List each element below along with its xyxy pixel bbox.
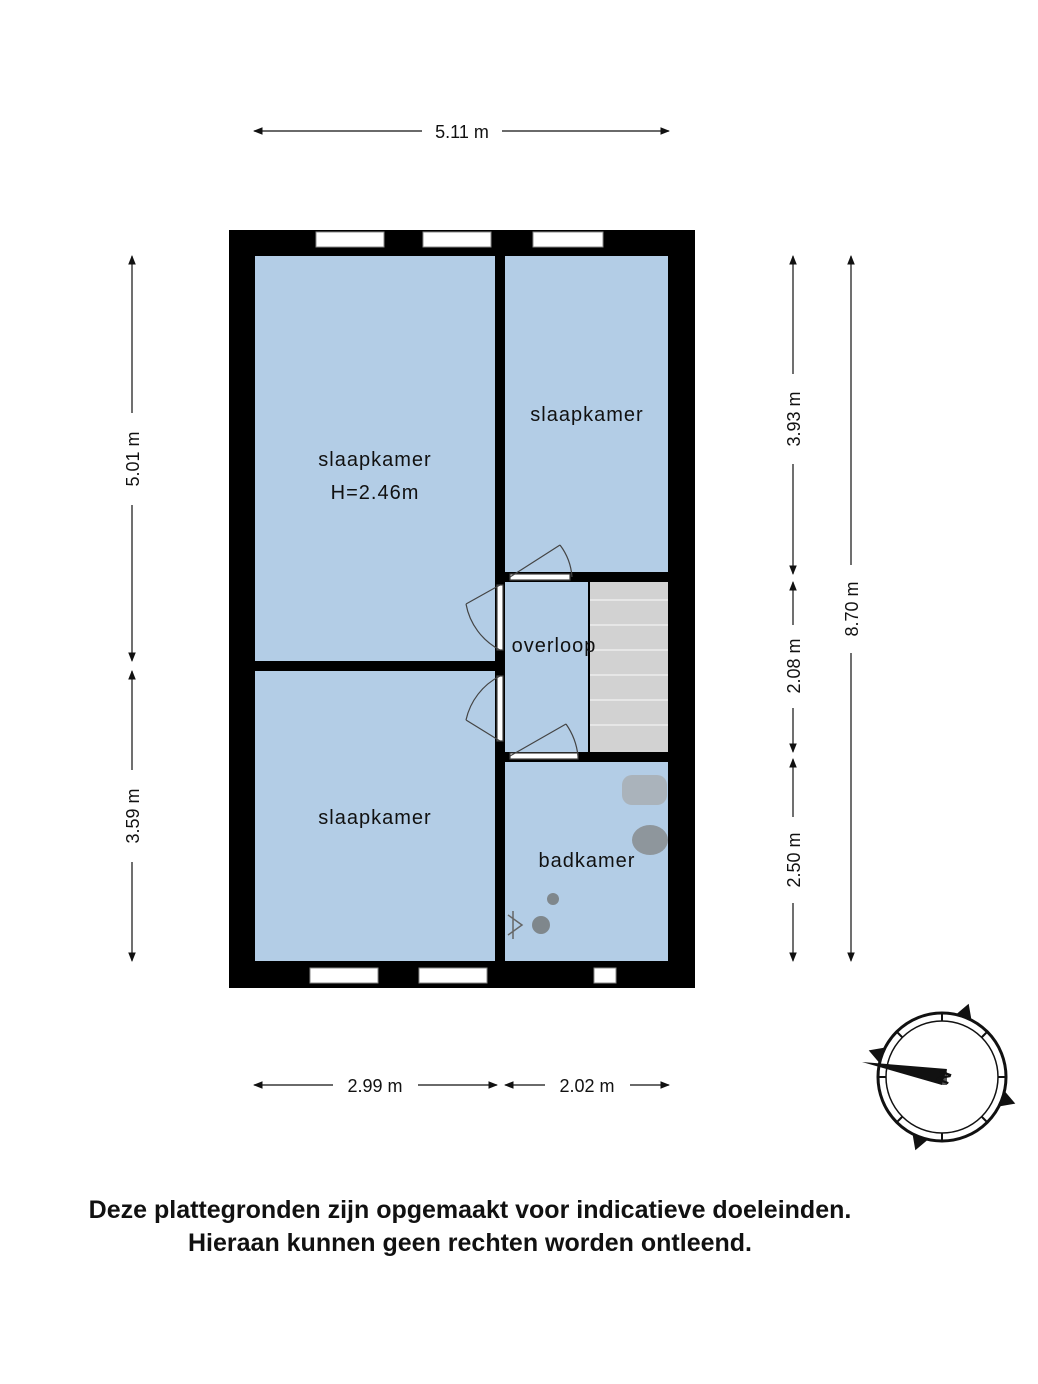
- dim-left-upper: [123, 256, 143, 661]
- dim-right-upper-label: 3.93 m: [784, 391, 804, 447]
- stairs: [590, 582, 668, 752]
- dim-left-upper-label: 5.01 m: [123, 431, 143, 487]
- compass-north-letter: N: [932, 1067, 956, 1087]
- dim-right-upper: [784, 256, 804, 574]
- label-bedroom-large-height: H=2.46m: [330, 482, 420, 504]
- dim-bottom-left-label: 2.99 m: [347, 1076, 403, 1096]
- dim-bottom-right-label: 2.02 m: [559, 1076, 615, 1096]
- label-landing: overloop: [511, 635, 597, 657]
- label-bedroom-large: slaapkamer: [318, 449, 432, 471]
- compass-icon: [862, 1001, 1018, 1153]
- dim-right-lower: [784, 759, 804, 961]
- dim-bottom-right: [505, 1076, 669, 1096]
- disclaimer-line-2: Hieraan kunnen geen rechten worden ontleend.: [188, 1229, 752, 1257]
- room-landing: [505, 582, 588, 752]
- dim-top-width: [254, 122, 669, 142]
- dim-right-total: [842, 256, 862, 961]
- dim-right-lower-label: 2.50 m: [784, 832, 804, 888]
- label-bathroom: badkamer: [538, 850, 636, 872]
- dim-right-middle: [784, 582, 804, 752]
- dim-left-lower: [123, 671, 143, 961]
- dim-bottom-left: [254, 1076, 497, 1096]
- dim-top-width-label: 5.11 m: [435, 122, 489, 142]
- dim-right-total-label: 8.70 m: [842, 581, 862, 637]
- label-bedroom-top-right: slaapkamer: [530, 404, 644, 426]
- label-bedroom-bottom: slaapkamer: [318, 807, 432, 829]
- dim-left-lower-label: 3.59 m: [123, 788, 143, 844]
- dim-right-middle-label: 2.08 m: [784, 638, 804, 694]
- disclaimer-line-1: Deze plattegronden zijn opgemaakt voor indicatieve doeleinden.: [88, 1196, 852, 1224]
- windows-top: [316, 232, 603, 247]
